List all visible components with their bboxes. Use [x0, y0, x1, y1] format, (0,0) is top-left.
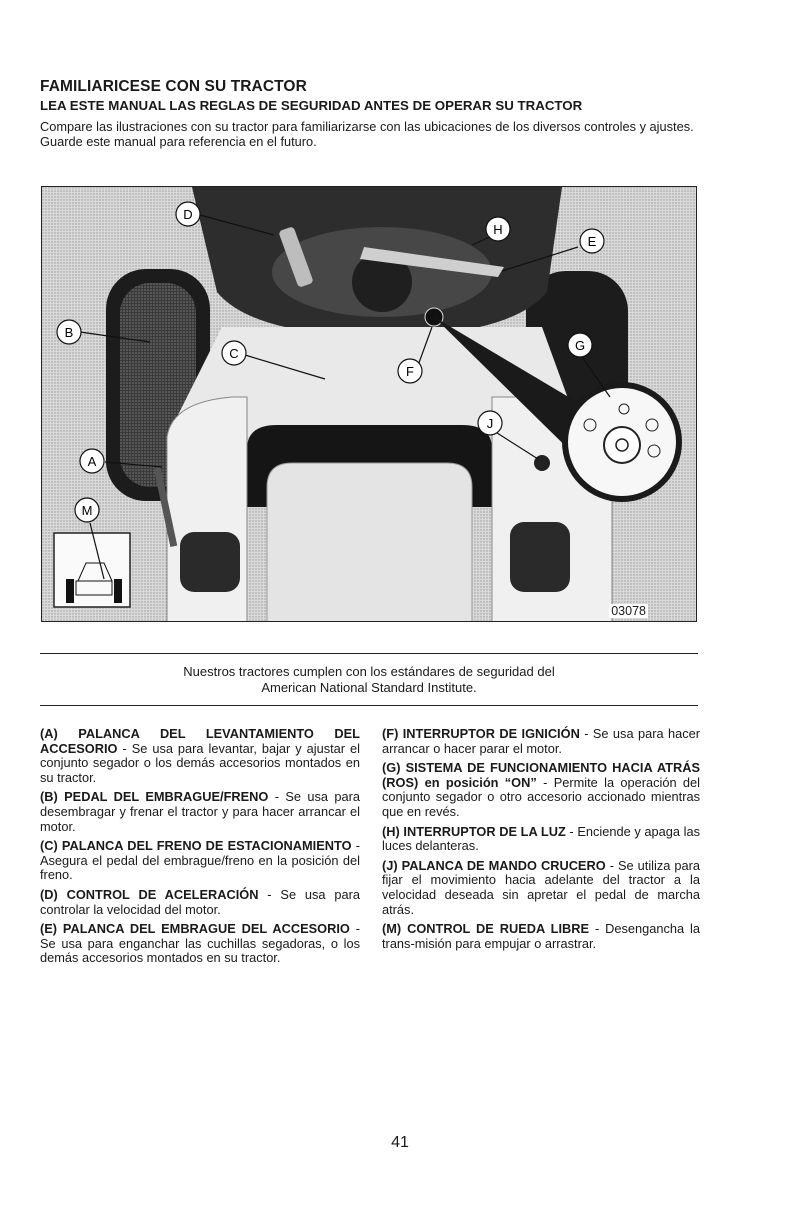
- control-term: (E) PALANCA DEL EMBRAGUE DEL ACCESORIO: [40, 921, 350, 937]
- caption-bottom-rule: [40, 705, 698, 706]
- controls-list-left: [40, 727, 360, 971]
- caption-line-2: American National Standard Institute.: [261, 680, 477, 695]
- control-entry-h: [382, 825, 700, 854]
- safety-caption: [40, 664, 698, 696]
- control-entry-m: [382, 922, 700, 951]
- tractor-illustration: [42, 187, 697, 622]
- freewheel-inset-wheel: [114, 579, 122, 603]
- left-storage: [180, 532, 240, 592]
- callout-e-label: E: [587, 234, 597, 249]
- caption-top-rule: [40, 653, 698, 654]
- control-description: - Se usa para desembragar y frenar el tractor y para hacer arrancar el motor.: [40, 789, 360, 834]
- control-entry-d: [40, 888, 360, 917]
- control-entry-e: [40, 922, 360, 966]
- callout-a-label: A: [87, 454, 97, 469]
- intro-paragraph: Compare las ilustraciones con su tractor para familiarizarse con las ubicaciones de los diversos controles y ajustes. Guarde este manual para referencia en el futuro.: [40, 119, 694, 149]
- control-term: (C) PALANCA DEL FRENO DE ESTACIONAMIENTO: [40, 838, 352, 854]
- caption-line-1: Nuestros tractores cumplen con los estándares de seguridad del: [183, 664, 555, 679]
- control-term: (A) PALANCA DEL LEVANTAMIENTO DEL ACCESORIO: [40, 726, 360, 756]
- seat: [267, 463, 472, 622]
- control-entry-b: [40, 790, 360, 834]
- freewheel-inset-wheel: [66, 579, 74, 603]
- tractor-controls-figure: [41, 186, 697, 622]
- control-entry-a: [40, 727, 360, 785]
- control-description: - Desengancha la trans-misión para empujar o arrastrar.: [382, 921, 700, 951]
- control-term: (M) CONTROL DE RUEDA LIBRE: [382, 921, 590, 937]
- page-number: 41: [391, 1134, 409, 1151]
- control-entry-c: [40, 839, 360, 883]
- callout-b-label: B: [64, 325, 74, 340]
- control-description: - Se usa para hacer arrancar o hacer parar el motor.: [382, 726, 700, 756]
- figure-code: 03078: [611, 604, 646, 618]
- control-term: (J) PALANCA DE MANDO CRUCERO: [382, 857, 606, 873]
- control-description: - Se utiliza para fijar el movimiento hacia adelante del tractor a la velocidad deseada sin apretar el pedal de marcha atrás.: [382, 857, 700, 917]
- control-description: - Se usa para controlar la velocidad del motor.: [40, 886, 360, 917]
- callout-d-label: D: [183, 207, 193, 222]
- control-entry-g: [382, 761, 700, 819]
- control-term: (D) CONTROL DE ACELERACIÓN: [40, 886, 259, 902]
- control-term: (H) INTERRUPTOR DE LA LUZ: [382, 823, 566, 839]
- control-description: - Enciende y apaga las luces delanteras.: [382, 823, 700, 854]
- callout-h-label: H: [493, 222, 503, 237]
- controls-list-right: [382, 727, 700, 956]
- page-subtitle: LEA ESTE MANUAL LAS REGLAS DE SEGURIDAD ANTES DE OPERAR SU TRACTOR: [40, 98, 583, 113]
- ignition-inset-key: [604, 427, 640, 463]
- callout-m-label: M: [81, 503, 93, 518]
- control-description: - Se usa para enganchar las cuchillas segadoras, o los demás accesorios montados en su tractor.: [40, 921, 360, 966]
- control-description: - Asegura el pedal del embrague/freno en la posición del freno.: [40, 838, 360, 883]
- page-title: FAMILIARICESE CON SU TRACTOR: [40, 78, 307, 95]
- control-entry-j: [382, 859, 700, 917]
- callout-j-label: J: [486, 416, 494, 431]
- right-storage: [510, 522, 570, 592]
- control-description: - Permite la operación del conjunto segador o otro accesorio accionado mientras que en revés.: [382, 774, 700, 819]
- callout-f-label: F: [406, 364, 414, 379]
- control-term: (G) SISTEMA DE FUNCIONAMIENTO HACIA ATRÁS (ROS) en posición “ON”: [382, 760, 700, 790]
- control-entry-f: [382, 727, 700, 756]
- control-term: (B) PEDAL DEL EMBRAGUE/FRENO: [40, 789, 269, 805]
- callout-g-label: G: [574, 338, 586, 353]
- control-term: (F) INTERRUPTOR DE IGNICIÓN: [382, 726, 580, 741]
- control-description: - Se usa para levantar, bajar y ajustar el conjunto segador o los demás accesorios montados en su tractor.: [40, 740, 360, 785]
- callout-c-label: C: [229, 346, 239, 361]
